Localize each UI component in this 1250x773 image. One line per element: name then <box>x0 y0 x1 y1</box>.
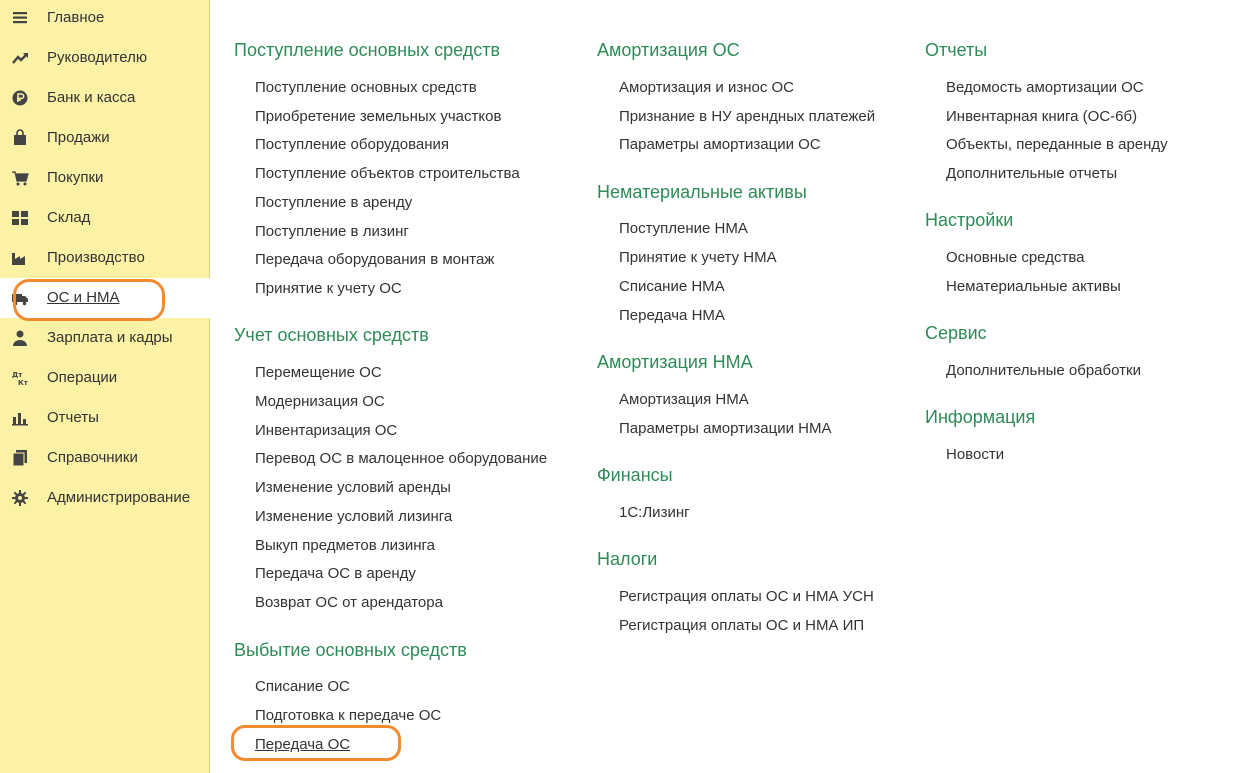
nav-link[interactable]: Новости <box>946 446 1005 463</box>
shopping-bag-icon <box>11 129 29 147</box>
nav-link[interactable]: Поступление в аренду <box>255 194 413 211</box>
nav-link[interactable]: Инвентарная книга (ОС-6б) <box>946 108 1138 125</box>
nav-link[interactable]: Выкуп предметов лизинга <box>255 537 436 554</box>
nav-link[interactable]: Приобретение земельных участков <box>255 108 502 125</box>
bar-chart-icon <box>11 409 29 427</box>
sidebar-item-label: Банк и касса <box>47 89 136 106</box>
nav-link[interactable]: Дополнительные обработки <box>946 362 1141 379</box>
sidebar-item-label: ОС и НМА <box>47 289 120 306</box>
ruble-coin-icon <box>11 89 29 107</box>
nav-link[interactable]: Поступление основных средств <box>255 79 477 96</box>
gear-icon <box>11 489 29 507</box>
nav-link[interactable]: Возврат ОС от арендатора <box>255 594 443 611</box>
sidebar-item-label: Главное <box>47 9 105 26</box>
nav-link[interactable]: Основные средства <box>946 249 1085 266</box>
nav-link[interactable]: Регистрация оплаты ОС и НМА ИП <box>619 617 865 634</box>
section-title: Учет основных средств <box>234 325 429 345</box>
sidebar-item-production[interactable] <box>0 238 210 278</box>
nav-link[interactable]: Принятие к учету ОС <box>255 280 402 297</box>
nav-link[interactable]: Изменение условий лизинга <box>255 508 453 525</box>
nav-link[interactable]: Поступление НМА <box>619 220 748 237</box>
sidebar-item-warehouse[interactable] <box>0 198 210 238</box>
nav-link[interactable]: Передача оборудования в монтаж <box>255 251 495 268</box>
sidebar-item-label: Справочники <box>47 449 138 466</box>
sidebar-item-label: Операции <box>47 369 118 386</box>
sidebar-item-reports[interactable] <box>0 398 210 438</box>
nav-link[interactable]: Инвентаризация ОС <box>255 422 398 439</box>
nav-link[interactable]: Нематериальные активы <box>946 278 1121 295</box>
nav-link[interactable]: Передача НМА <box>619 307 725 324</box>
nav-link[interactable]: Признание в НУ арендных платежей <box>619 108 876 125</box>
nav-link[interactable]: Принятие к учету НМА <box>619 249 777 266</box>
nav-link[interactable]: Ведомость амортизации ОС <box>946 79 1144 96</box>
sidebar-item-salary[interactable] <box>0 318 210 358</box>
sidebar-item-label: Руководителю <box>47 49 148 66</box>
section-title: Амортизация ОС <box>597 40 740 60</box>
sidebar-item-label: Покупки <box>47 169 104 186</box>
sidebar-item-sales[interactable] <box>0 118 210 158</box>
svg-text:Дт: Дт <box>12 371 23 379</box>
nav-link[interactable]: Поступление оборудования <box>255 136 450 153</box>
nav-link[interactable]: Амортизация и износ ОС <box>619 79 794 96</box>
nav-link[interactable]: Подготовка к передаче ОС <box>255 707 442 724</box>
sidebar-item-purchases[interactable] <box>0 158 210 198</box>
nav-link[interactable]: Регистрация оплаты ОС и НМА УСН <box>619 588 874 605</box>
menu-icon <box>11 9 29 27</box>
nav-link[interactable]: Амортизация НМА <box>619 391 749 408</box>
section-title: Выбытие основных средств <box>234 640 467 660</box>
nav-link[interactable]: Объекты, переданные в аренду <box>946 136 1168 153</box>
warehouse-grid-icon <box>11 209 29 227</box>
cart-icon <box>11 169 29 187</box>
nav-link[interactable]: Модернизация ОС <box>255 393 385 410</box>
sidebar-item-bank[interactable] <box>0 78 210 118</box>
books-icon <box>11 449 29 467</box>
nav-link[interactable]: Перемещение ОС <box>255 364 382 381</box>
nav-link[interactable]: Изменение условий аренды <box>255 479 451 496</box>
nav-link[interactable]: Перевод ОС в малоценное оборудование <box>255 450 548 467</box>
sidebar-item-os-nma[interactable] <box>0 278 210 318</box>
section-title: Поступление основных средств <box>234 40 501 60</box>
sidebar-item-main[interactable] <box>0 0 210 38</box>
section-title: Налоги <box>597 549 658 569</box>
section-title: Амортизация НМА <box>597 352 753 372</box>
section-title: Информация <box>925 407 1036 427</box>
nav-link[interactable]: Списание ОС <box>255 678 350 695</box>
sidebar-item-label: Склад <box>47 209 91 226</box>
nav-link[interactable]: 1С:Лизинг <box>619 504 690 521</box>
factory-icon <box>11 249 29 267</box>
truck-icon <box>11 289 29 307</box>
sidebar-item-label: Производство <box>47 249 145 266</box>
section-title: Нематериальные активы <box>597 182 807 202</box>
section-title: Финансы <box>597 465 673 485</box>
debit-credit-icon <box>11 369 29 387</box>
sidebar-item-label: Отчеты <box>47 409 99 426</box>
sidebar-item-label: Администрирование <box>47 489 191 506</box>
sidebar-item-label: Зарплата и кадры <box>47 329 173 346</box>
nav-link[interactable]: Параметры амортизации ОС <box>619 136 821 153</box>
sidebar-item-directories[interactable] <box>0 438 210 478</box>
nav-link[interactable]: Передача ОС в аренду <box>255 565 416 582</box>
nav-link-transfer-os[interactable]: Передача ОС <box>255 736 351 753</box>
trend-icon <box>11 49 29 67</box>
section-title: Сервис <box>925 323 987 343</box>
svg-text:Кт: Кт <box>18 379 28 387</box>
nav-link[interactable]: Списание НМА <box>619 278 725 295</box>
nav-link[interactable]: Поступление в лизинг <box>255 223 409 240</box>
nav-link[interactable]: Дополнительные отчеты <box>946 165 1118 182</box>
sidebar <box>0 0 210 773</box>
nav-link[interactable]: Поступление объектов строительства <box>255 165 520 182</box>
sidebar-item-manager[interactable] <box>0 38 210 78</box>
sidebar-item-label: Продажи <box>47 129 110 146</box>
section-title: Настройки <box>925 210 1014 230</box>
person-icon <box>11 329 29 347</box>
sidebar-item-administration[interactable] <box>0 478 210 518</box>
nav-link[interactable]: Параметры амортизации НМА <box>619 420 832 437</box>
sidebar-item-operations[interactable] <box>0 358 210 398</box>
section-title: Отчеты <box>925 40 988 60</box>
